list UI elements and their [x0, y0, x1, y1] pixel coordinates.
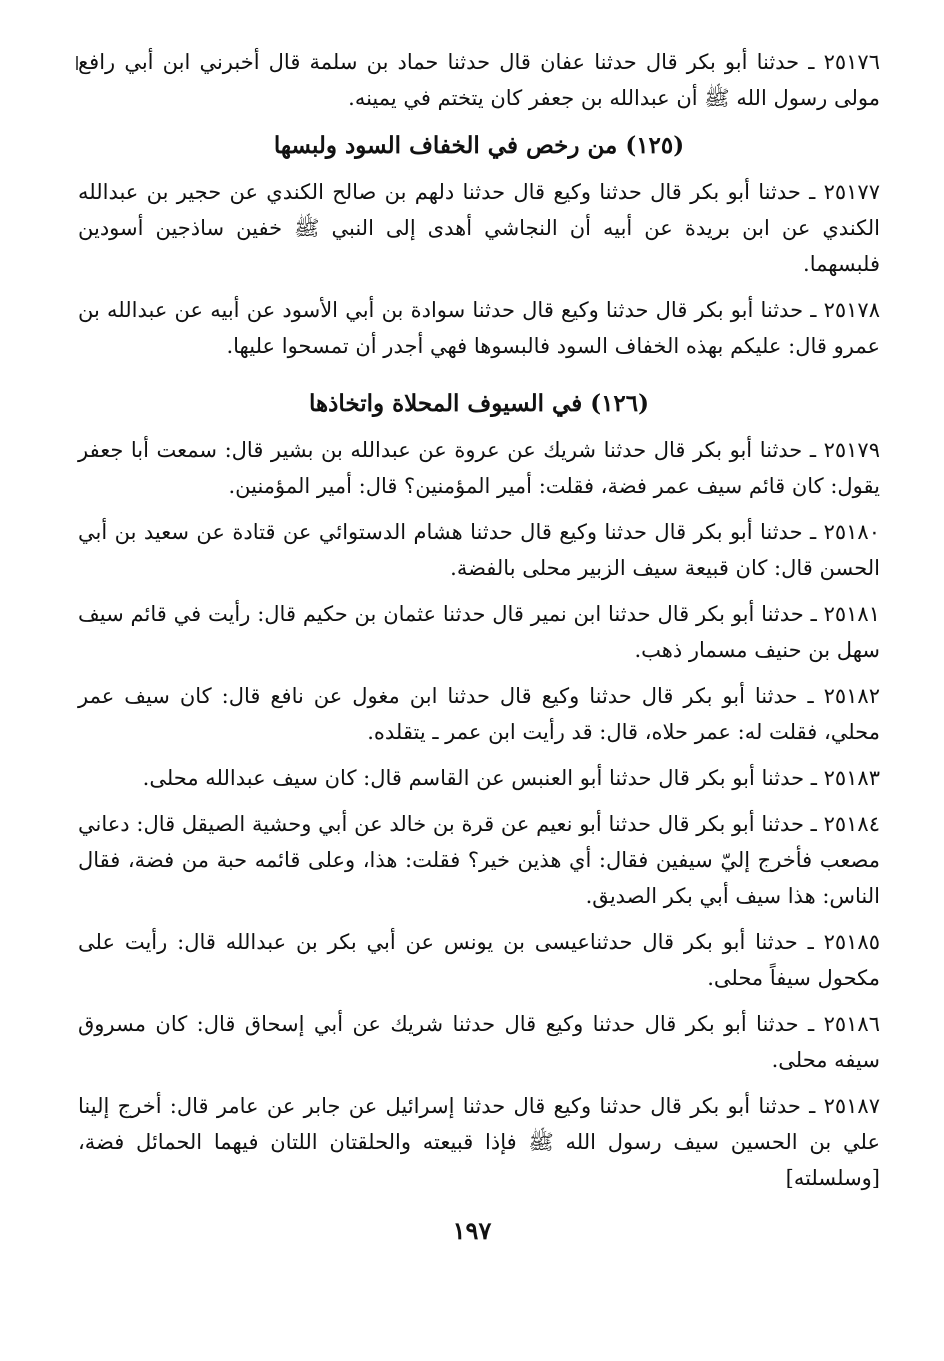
chapter-heading-126: (١٢٦) في السيوف المحلاة واتخاذها — [308, 390, 650, 417]
hadith-paragraph-25185: ٢٥١٨٥ ـ حدثنا أبو بكر قال حدثناعيسى بن يونس عن أبي بكر بن عبدالله قال: رأيت على مكحول سيفاً محلى. — [78, 930, 880, 990]
page-number: ١٩٧ — [452, 1216, 492, 1245]
hadith-paragraph-25183: ٢٥١٨٣ ـ حدثنا أبو بكر قال حدثنا أبو العنبس عن القاسم قال: كان سيف عبدالله محلى. — [142, 766, 880, 790]
hadith-paragraph-25184: ٢٥١٨٤ ـ حدثنا أبو بكر قال حدثنا أبو نعيم عن قرة بن خالد عن أبي وحشية الصيقل قال: دعاني مصعب فأخرج إليّ سيفين فقال: أي هذين خير؟ فقلت: هذا، وعلى قائمه حبة من فضة، فقال الناس: هذا سيف أبي بكر الصديق. — [78, 812, 880, 908]
page-body — [78, 44, 880, 1206]
hadith-paragraph-25181: ٢٥١٨١ ـ حدثنا أبو بكر قال حدثنا ابن نمير قال حدثنا عثمان بن حكيم قال: رأيت في قائم سيف سهل بن حنيف مسمار ذهب. — [78, 602, 880, 662]
hadith-paragraph-25178: ٢٥١٧٨ ـ حدثنا أبو بكر قال حدثنا وكيع قال حدثنا سوادة بن أبي الأسود عن أبيه عن عبدالله بن عمرو قال: عليكم بهذه الخفاف السود فالبسوها فهي أجدر أن تمسحوا عليها. — [78, 298, 880, 358]
hadith-paragraph-25179: ٢٥١٧٩ ـ حدثنا أبو بكر قال حدثنا شريك عن عروة عن عبدالله بن بشير قال: سمعت أبا جعفر يقول: كان قائم سيف عمر فضة، فقلت: أمير المؤمنين؟ قال: أمير المؤمنين. — [78, 438, 880, 498]
chapter-heading-125: (١٢٥) من رخص في الخفاف السود ولبسها — [273, 132, 685, 159]
hadith-paragraph-25176: ٢٥١٧٦ ـ حدثنا أبو بكر قال حدثنا عفان قال حدثنا حماد بن سلمة قال أخبرني ابن أبي رافع مولى رسول الله ﷺ أن عبدالله بن جعفر كان يتختم في يمينه. — [78, 50, 880, 110]
hadith-paragraph-25182: ٢٥١٨٢ ـ حدثنا أبو بكر قال حدثنا وكيع قال حدثنا ابن مغول عن نافع قال: كان سيف عمر محلي، فقلت له: عمر حلاه، قال: قد رأيت ابن عمر ـ يتقلده. — [78, 684, 880, 744]
hadith-paragraph-25187: ٢٥١٨٧ ـ حدثنا أبو بكر قال حدثنا وكيع قال حدثنا إسرائيل عن جابر عن عامر قال: أخرج إلينا علي بن الحسين سيف رسول الله ﷺ فإذا قبيعته والحلقتان اللتان فيهما الحمائل فضة، [وسلسلته] — [78, 1094, 880, 1190]
hadith-paragraph-25177: ٢٥١٧٧ ـ حدثنا أبو بكر قال حدثنا وكيع قال حدثنا دلهم بن صالح الكندي عن حجير بن عبدالله الكندي عن ابن بريدة عن أبيه أن النجاشي أهدى إلى النبي ﷺ خفين ساذجين أسودين فلبسهما. — [78, 180, 880, 276]
hadith-paragraph-25186: ٢٥١٨٦ ـ حدثنا أبو بكر قال حدثنا وكيع قال حدثنا شريك عن أبي إسحاق قال: كان مسروق سيفه محلى. — [78, 1012, 880, 1072]
hadith-paragraph-25180: ٢٥١٨٠ ـ حدثنا أبو بكر قال حدثنا وكيع قال حدثنا هشام الدستوائي عن قتادة عن سعيد بن أبي الحسن قال: كان قبيعة سيف الزبير محلى بالفضة. — [78, 520, 880, 580]
